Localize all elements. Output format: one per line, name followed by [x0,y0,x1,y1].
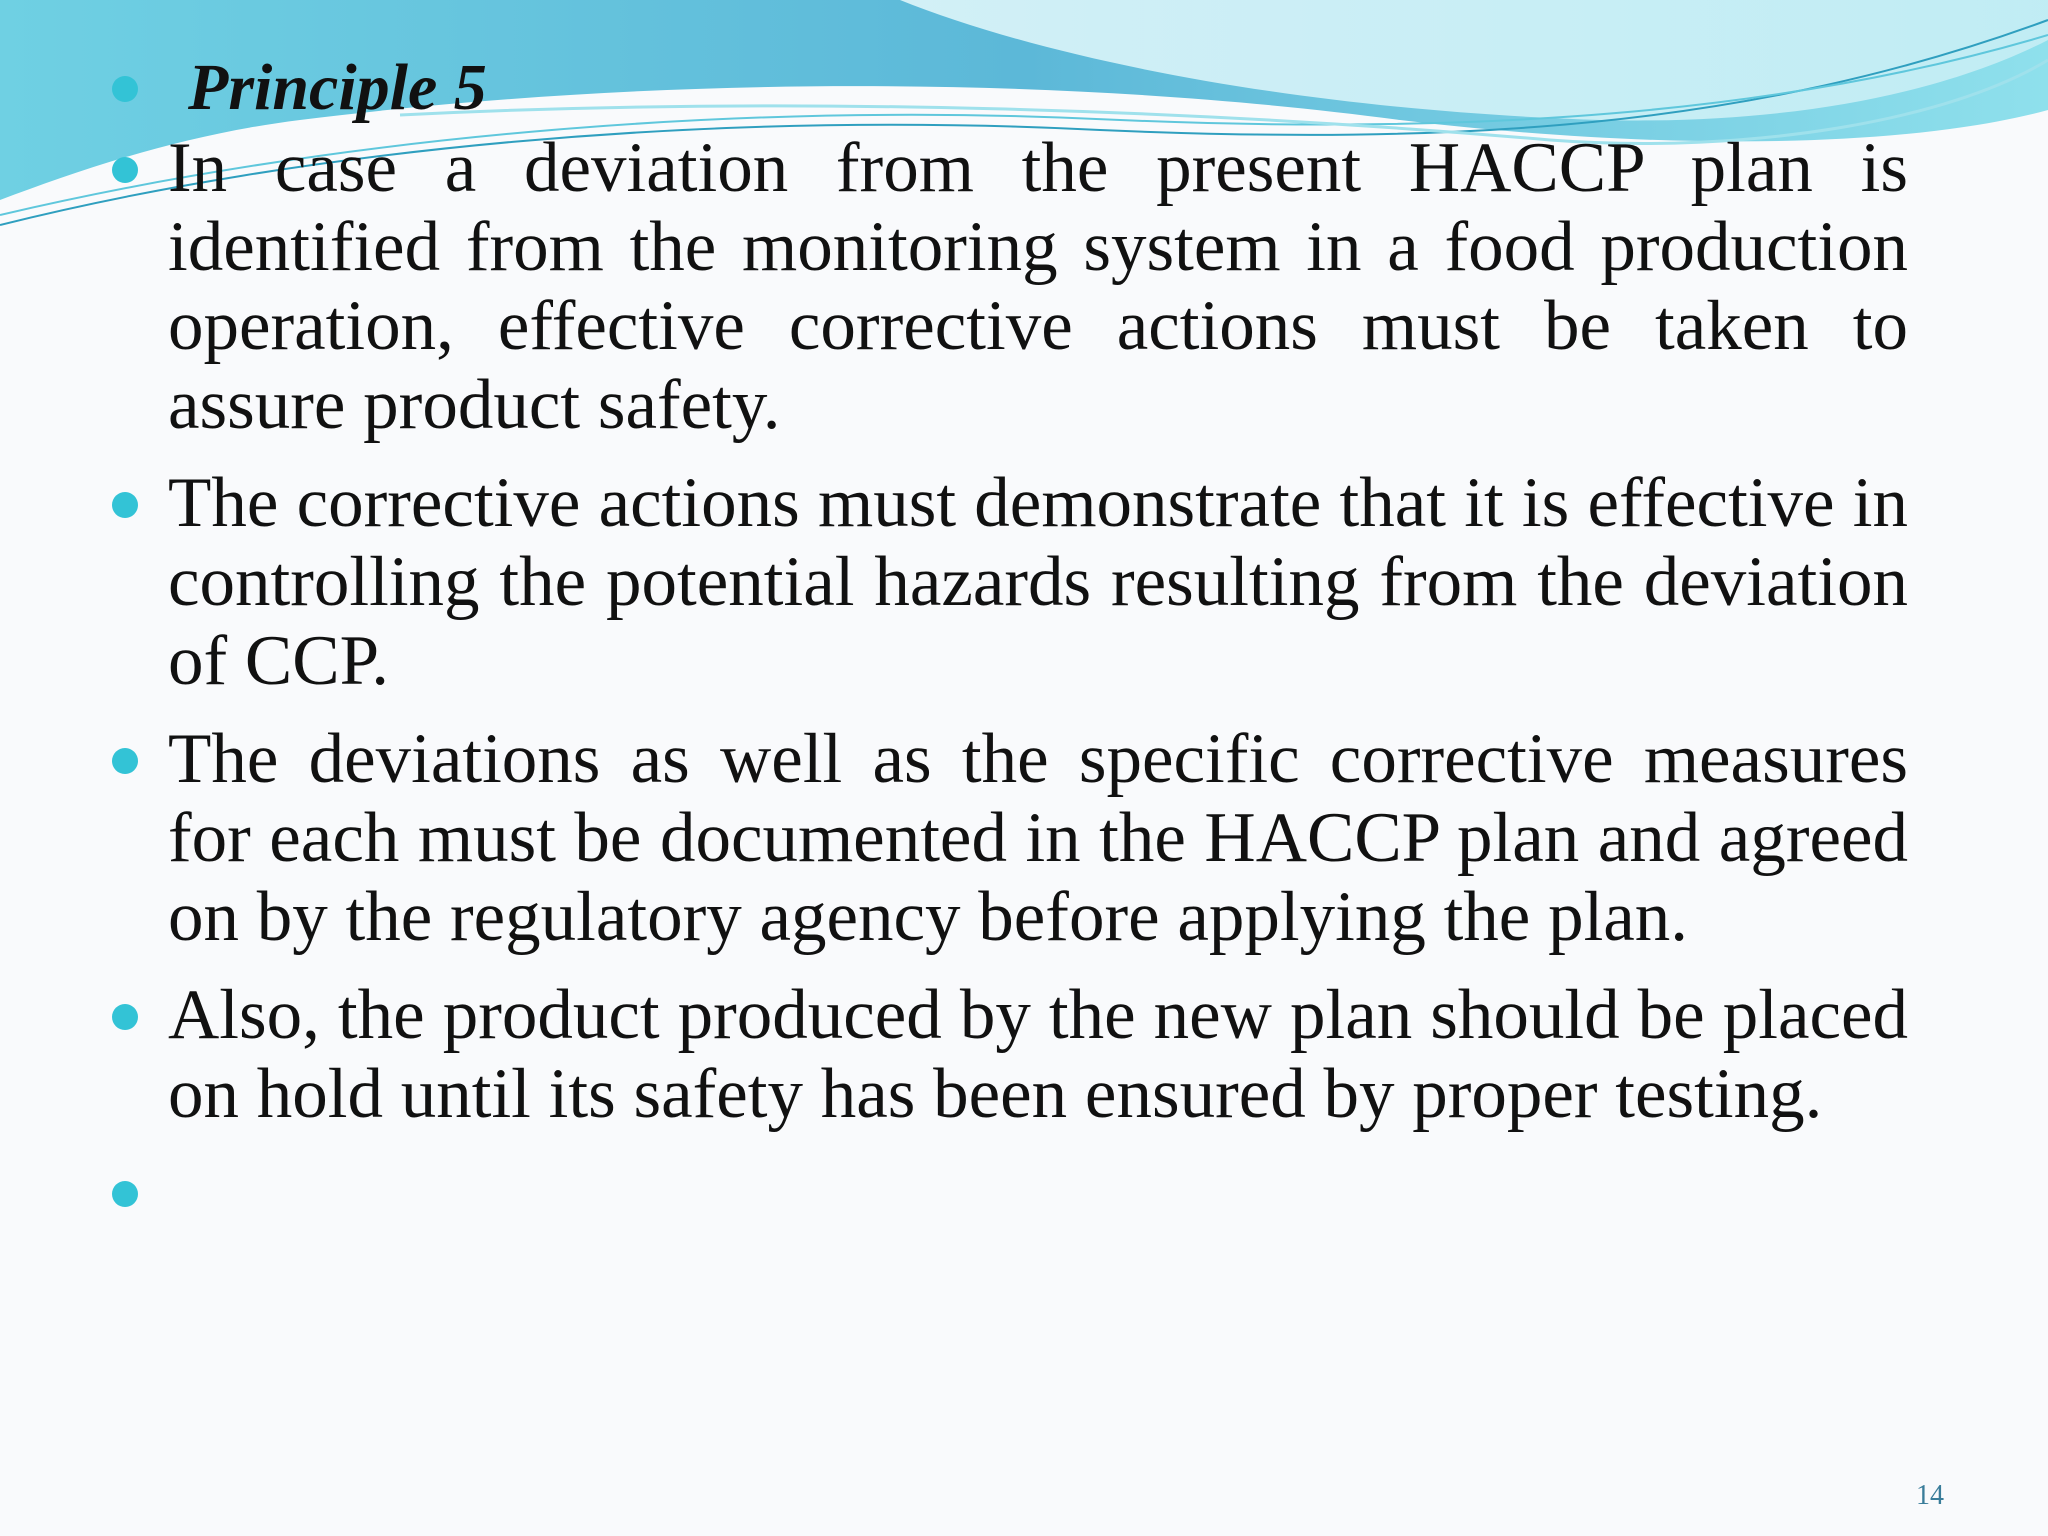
bullet-item [104,976,1908,1134]
bullet-item [104,129,1908,445]
empty-bullet-item [104,1153,1908,1232]
slide-content [104,48,1908,1251]
bullet-item [104,464,1908,701]
bullet-dot-icon [112,1181,138,1207]
bullet-text: In case a deviation from the present HACCP plan is identified from the monitoring system in a food production operation, effective corrective actions must be taken to assure product safety. [168,129,1908,444]
bullet-text: The deviations as well as the specific corrective measures for each must be documented in the HACCP plan and agreed on by the regulatory agency before applying the plan. [168,720,1908,956]
bullet-dot-icon [112,492,138,518]
slide-page-number: 14 [1916,1480,1944,1511]
slide-title-bullet [104,48,1908,127]
bullet-text: Also, the product produced by the new plan should be placed on hold until its safety has been ensured by proper testing. [168,976,1908,1133]
bullet-dot-icon [112,748,138,774]
bullet-dot-icon [112,1004,138,1030]
bullet-item [104,720,1908,957]
bullet-text: The corrective actions must demonstrate that it is effective in controlling the potential hazards resulting from the deviation of CCP. [168,464,1908,700]
bullet-dot-icon [112,157,138,183]
bullet-dot-icon [112,76,138,102]
slide-title: Principle 5 [188,51,487,124]
